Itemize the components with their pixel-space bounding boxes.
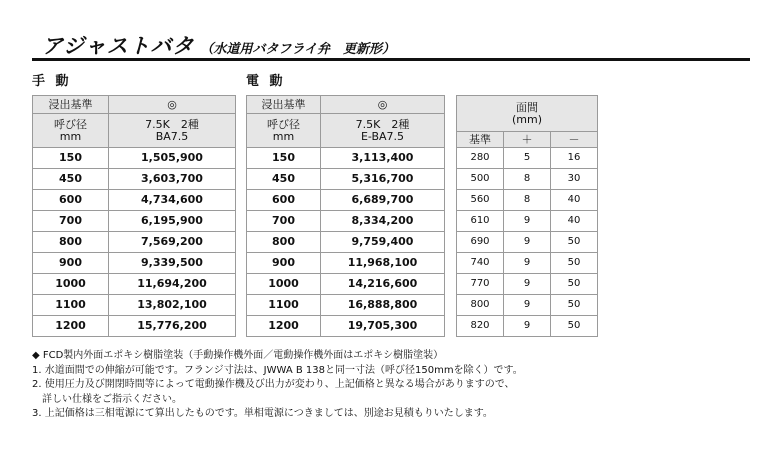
gap-base-cell: 610 — [457, 211, 504, 232]
manual-size-cell: 1100 — [33, 295, 109, 316]
manual-price-cell: 13,802,100 — [109, 295, 236, 316]
electric-spec-line1: 7.5K 2種 — [355, 117, 410, 131]
gap-plus-cell: 9 — [504, 232, 551, 253]
electric-size-cell: 600 — [247, 190, 321, 211]
table-row — [247, 274, 445, 295]
gap-minus-cell: 30 — [551, 169, 598, 190]
table-row — [247, 190, 445, 211]
manual-size-cell: 700 — [33, 211, 109, 232]
manual-price-cell: 11,694,200 — [109, 274, 236, 295]
gap-plus-cell: 9 — [504, 211, 551, 232]
table-row — [33, 169, 236, 190]
manual-size-cell: 150 — [33, 148, 109, 169]
gap-plus-cell: 9 — [504, 295, 551, 316]
table-row — [33, 211, 236, 232]
table-row — [33, 274, 236, 295]
manual-header-row-2 — [33, 114, 236, 148]
gap-minus-cell: 40 — [551, 190, 598, 211]
table-row — [457, 211, 598, 232]
manual-header-row-1 — [33, 96, 236, 114]
manual-spec-header — [109, 114, 236, 148]
note-2: 2. 使用圧力及び開閉時間等によって電動操作機及び出力が変わり、上記価格と異なる場合がありますので、 — [32, 379, 515, 390]
table-row — [247, 148, 445, 169]
electric-size-cell: 150 — [247, 148, 321, 169]
electric-header-row-2 — [247, 114, 445, 148]
gap-minus-cell: 50 — [551, 274, 598, 295]
electric-price-cell: 3,113,400 — [321, 148, 445, 169]
electric-price-cell: 6,689,700 — [321, 190, 445, 211]
electric-spec-header — [321, 114, 445, 148]
gap-col-minus: － — [551, 132, 598, 148]
electric-size-cell: 1000 — [247, 274, 321, 295]
table-row — [33, 148, 236, 169]
face-to-face-table — [456, 95, 598, 337]
gap-minus-cell: 40 — [551, 211, 598, 232]
electric-price-cell: 8,334,200 — [321, 211, 445, 232]
electric-size-cell: 800 — [247, 232, 321, 253]
gap-plus-cell: 5 — [504, 148, 551, 169]
table-row — [457, 295, 598, 316]
table-row — [457, 148, 598, 169]
electric-size-header-line1: 呼び径 — [267, 117, 300, 131]
manual-size-header-line2: mm — [59, 129, 82, 143]
table-row — [247, 211, 445, 232]
manual-size-header-line1: 呼び径 — [54, 117, 87, 131]
electric-size-cell: 700 — [247, 211, 321, 232]
manual-size-cell: 600 — [33, 190, 109, 211]
electric-size-cell: 1200 — [247, 316, 321, 337]
table-row — [247, 295, 445, 316]
gap-col-plus: ＋ — [504, 132, 551, 148]
gap-minus-cell: 50 — [551, 232, 598, 253]
table-row — [247, 232, 445, 253]
table-row — [457, 274, 598, 295]
table-row — [247, 253, 445, 274]
electric-price-cell: 14,216,600 — [321, 274, 445, 295]
electric-size-header — [247, 114, 321, 148]
gap-header-row-1 — [457, 96, 598, 132]
title-underline — [32, 58, 750, 61]
manual-size-cell: 900 — [33, 253, 109, 274]
gap-minus-cell: 16 — [551, 148, 598, 169]
electric-price-cell: 11,968,100 — [321, 253, 445, 274]
note-3: 3. 上記価格は三相電源にて算出したものです。単相電源につきましては、別途お見積もりいたします。 — [32, 408, 493, 419]
manual-price-cell: 3,603,700 — [109, 169, 236, 190]
manual-size-header — [33, 114, 109, 148]
electric-price-cell: 16,888,800 — [321, 295, 445, 316]
gap-base-cell: 500 — [457, 169, 504, 190]
table-row — [247, 316, 445, 337]
electric-price-cell: 5,316,700 — [321, 169, 445, 190]
table-row — [33, 316, 236, 337]
table-row — [247, 169, 445, 190]
gap-base-cell: 280 — [457, 148, 504, 169]
table-row — [33, 295, 236, 316]
gap-base-cell: 820 — [457, 316, 504, 337]
gap-col-base: 基準 — [457, 132, 504, 148]
section-title-electric: 電 動 — [246, 74, 286, 89]
table-row — [33, 190, 236, 211]
electric-header-row-1 — [247, 96, 445, 114]
table-row — [457, 190, 598, 211]
gap-base-cell: 560 — [457, 190, 504, 211]
electric-size-cell: 450 — [247, 169, 321, 190]
manual-price-cell: 9,339,500 — [109, 253, 236, 274]
electric-size-header-line2: mm — [272, 129, 295, 143]
electric-price-cell: 9,759,400 — [321, 232, 445, 253]
manual-size-cell: 800 — [33, 232, 109, 253]
manual-standard-mark: ◎ — [109, 96, 236, 114]
gap-header-row-2 — [457, 132, 598, 148]
title-sub: （水道用バタフライ弁 更新形） — [200, 42, 395, 57]
table-row — [457, 253, 598, 274]
manual-size-cell: 450 — [33, 169, 109, 190]
manual-size-cell: 1200 — [33, 316, 109, 337]
table-row — [457, 169, 598, 190]
gap-plus-cell: 9 — [504, 253, 551, 274]
table-row — [33, 232, 236, 253]
gap-header — [457, 96, 598, 132]
electric-price-table — [246, 95, 445, 337]
gap-plus-cell: 9 — [504, 316, 551, 337]
gap-header-line2: (mm) — [512, 112, 543, 126]
electric-standard-label: 浸出基準 — [247, 96, 321, 114]
gap-base-cell: 770 — [457, 274, 504, 295]
gap-minus-cell: 50 — [551, 316, 598, 337]
gap-base-cell: 690 — [457, 232, 504, 253]
gap-plus-cell: 8 — [504, 169, 551, 190]
section-title-manual: 手 動 — [32, 74, 72, 89]
manual-size-cell: 1000 — [33, 274, 109, 295]
electric-price-cell: 19,705,300 — [321, 316, 445, 337]
manual-spec-line1: 7.5K 2種 — [145, 117, 199, 131]
table-row — [33, 253, 236, 274]
electric-size-cell: 1100 — [247, 295, 321, 316]
note-2-continued: 詳しい仕様をご指示ください。 — [42, 393, 182, 405]
manual-price-cell: 1,505,900 — [109, 148, 236, 169]
notes — [32, 349, 752, 422]
gap-minus-cell: 50 — [551, 253, 598, 274]
manual-standard-label: 浸出基準 — [33, 96, 109, 114]
manual-price-cell: 7,569,200 — [109, 232, 236, 253]
gap-header-line1: 面間 — [516, 100, 539, 114]
table-row — [457, 316, 598, 337]
note-1: 1. 水道面間での伸縮が可能です。フランジ寸法は、JWWA B 138と同一寸法（呼び径150mmを除く）です。 — [32, 364, 523, 376]
manual-price-cell: 15,776,200 — [109, 316, 236, 337]
title-main: アジャストバタ — [42, 34, 195, 58]
manual-spec-line2: BA7.5 — [155, 129, 189, 143]
electric-size-cell: 900 — [247, 253, 321, 274]
table-row — [457, 232, 598, 253]
gap-base-cell: 800 — [457, 295, 504, 316]
electric-spec-line2: E-BA7.5 — [360, 129, 405, 143]
gap-minus-cell: 50 — [551, 295, 598, 316]
gap-plus-cell: 8 — [504, 190, 551, 211]
page-title — [42, 30, 395, 58]
note-coating: ◆ FCD製内外面エポキシ樹脂塗装（手動操作機外面／電動操作機外面はエポキシ樹脂塗装） — [32, 350, 444, 361]
manual-price-cell: 6,195,900 — [109, 211, 236, 232]
gap-base-cell: 740 — [457, 253, 504, 274]
manual-price-cell: 4,734,600 — [109, 190, 236, 211]
gap-plus-cell: 9 — [504, 274, 551, 295]
electric-standard-mark: ◎ — [321, 96, 445, 114]
manual-price-table — [32, 95, 236, 337]
